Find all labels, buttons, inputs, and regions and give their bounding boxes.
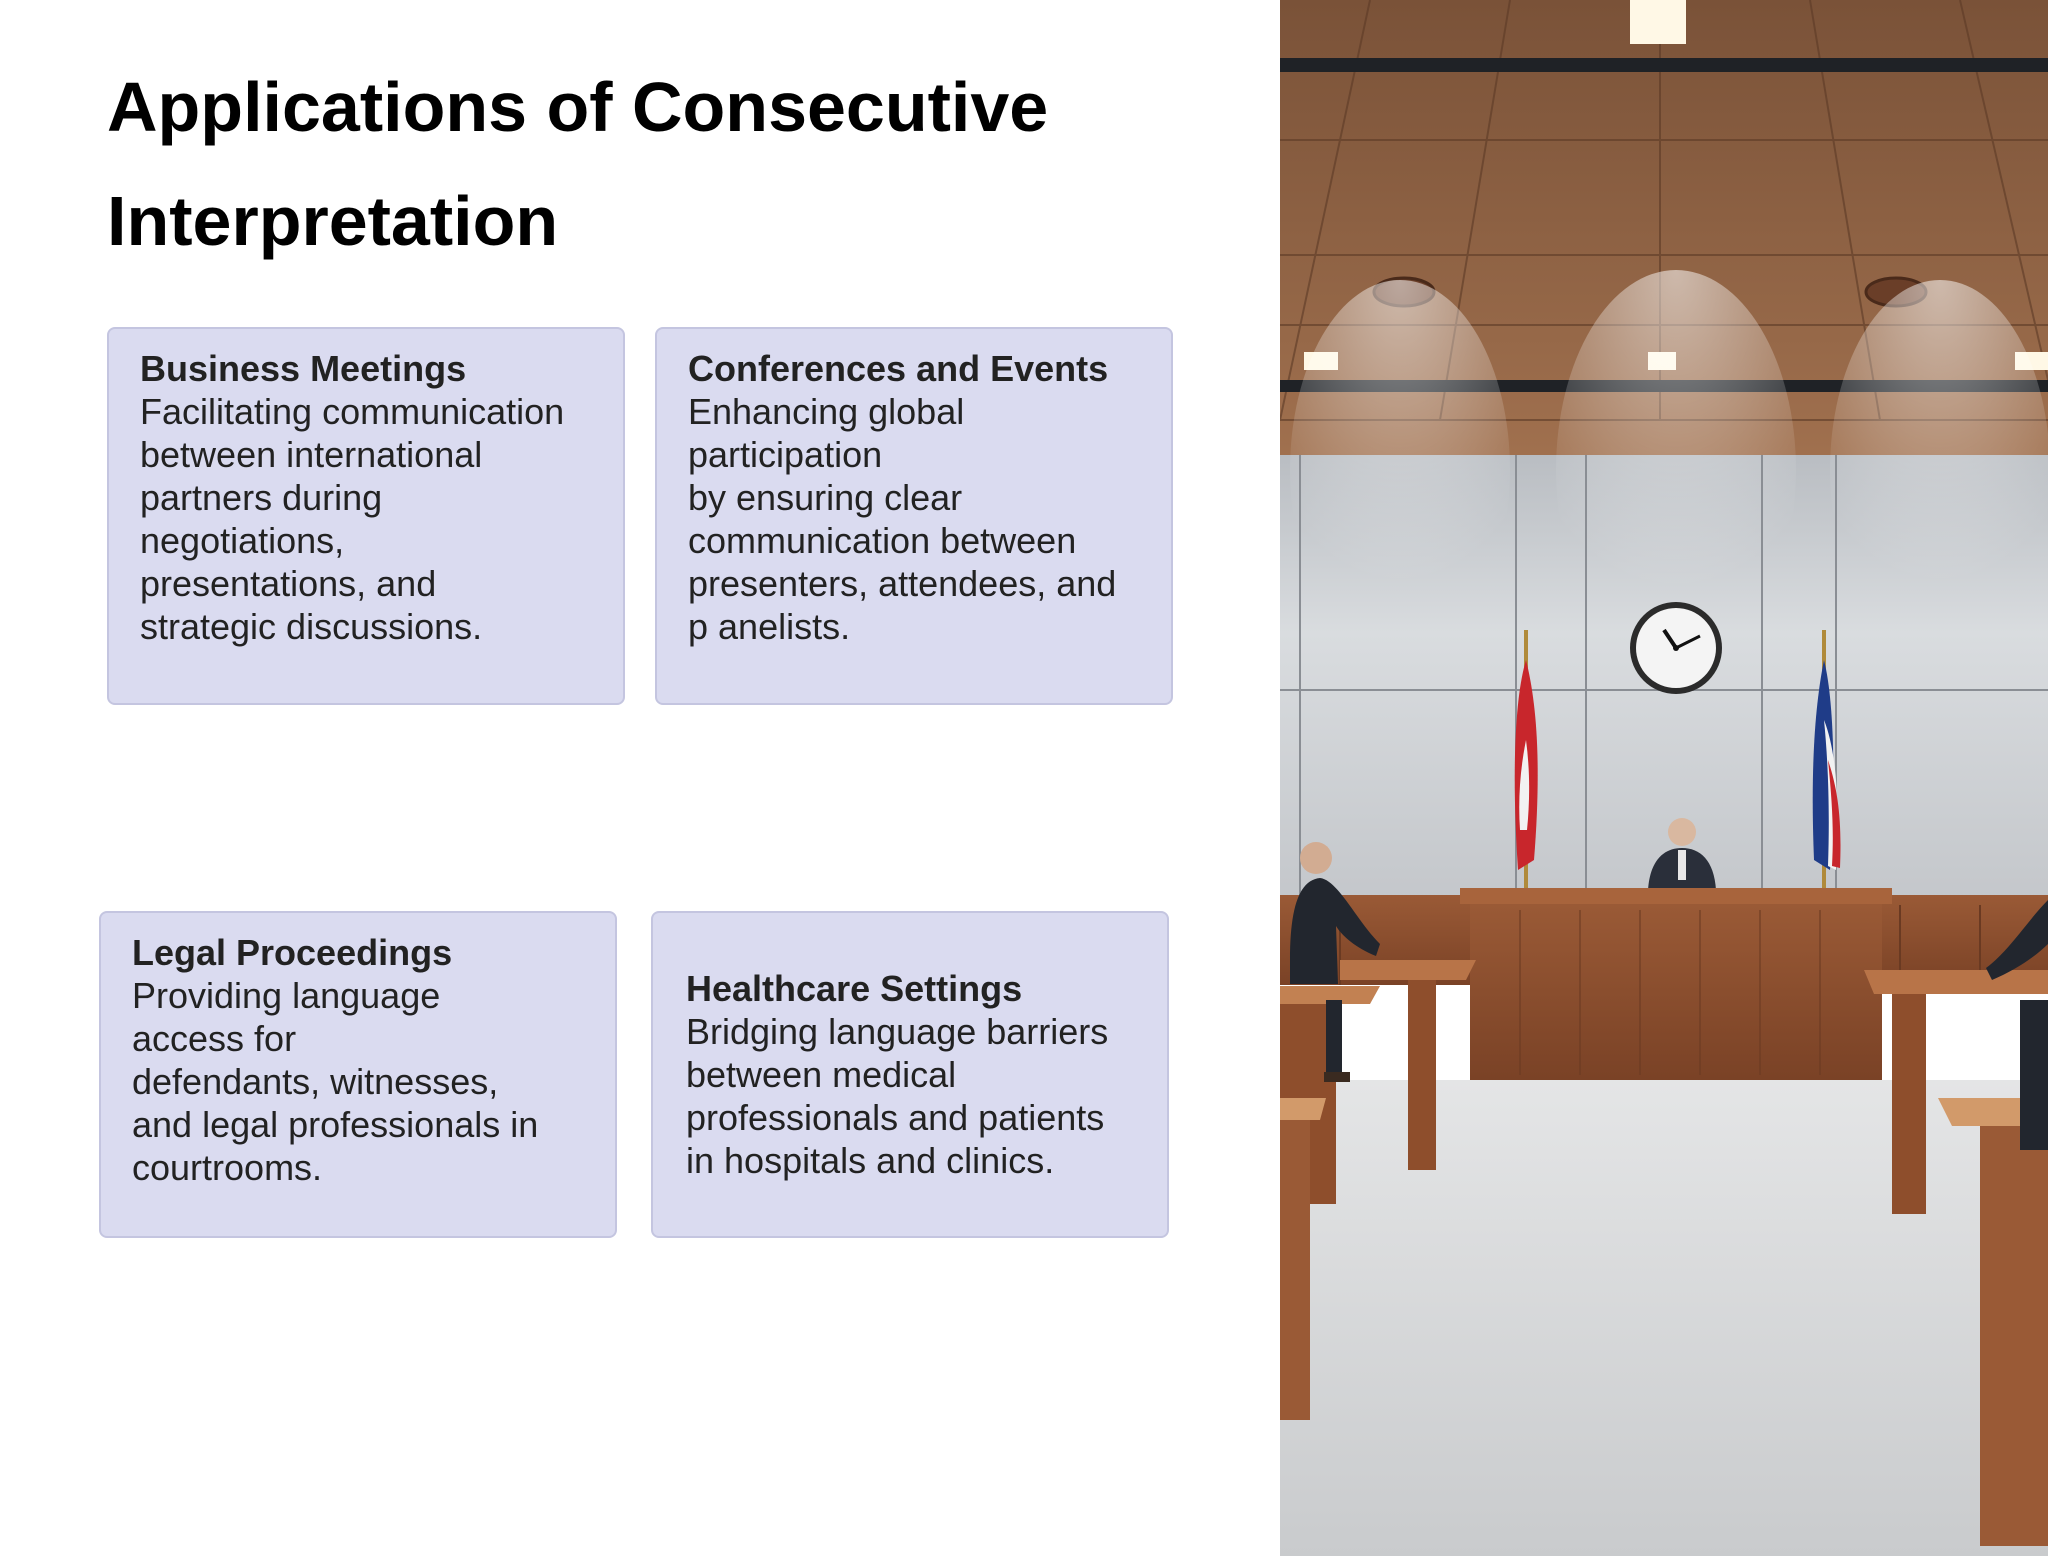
card-text: Facilitating communication between international partners during negotiations, presentations, and strategic discussions. xyxy=(140,391,565,647)
card-healthcare-settings xyxy=(651,911,1169,1238)
card-heading: Healthcare Settings xyxy=(686,968,1023,1009)
judge-bench-top xyxy=(1460,888,1892,904)
ceiling-light xyxy=(1630,0,1686,44)
card-heading: Conferences and Events xyxy=(688,348,1109,389)
floor xyxy=(1280,1080,2048,1556)
card-text: Providing language access for defendants, witnesses, and legal professionals in courtrooms. xyxy=(132,975,539,1188)
card-text: Enhancing global participation by ensuring clear communication between presenters, attendees, and p anelists. xyxy=(688,391,1117,647)
card-heading: Legal Proceedings xyxy=(132,932,453,973)
ceiling-beam xyxy=(1280,58,2048,72)
page-title: Applications of Consecutive Interpretation xyxy=(107,68,1049,260)
clock-icon xyxy=(1630,602,1722,694)
card-conferences-and-events xyxy=(655,327,1173,705)
card-legal-proceedings xyxy=(99,911,617,1238)
card-heading: Business Meetings xyxy=(140,348,467,389)
courtroom-image xyxy=(1280,0,2048,1556)
card-text: Bridging language barriers between medical professionals and patients in hospitals and clinics. xyxy=(686,1011,1109,1181)
card-business-meetings xyxy=(107,327,625,705)
